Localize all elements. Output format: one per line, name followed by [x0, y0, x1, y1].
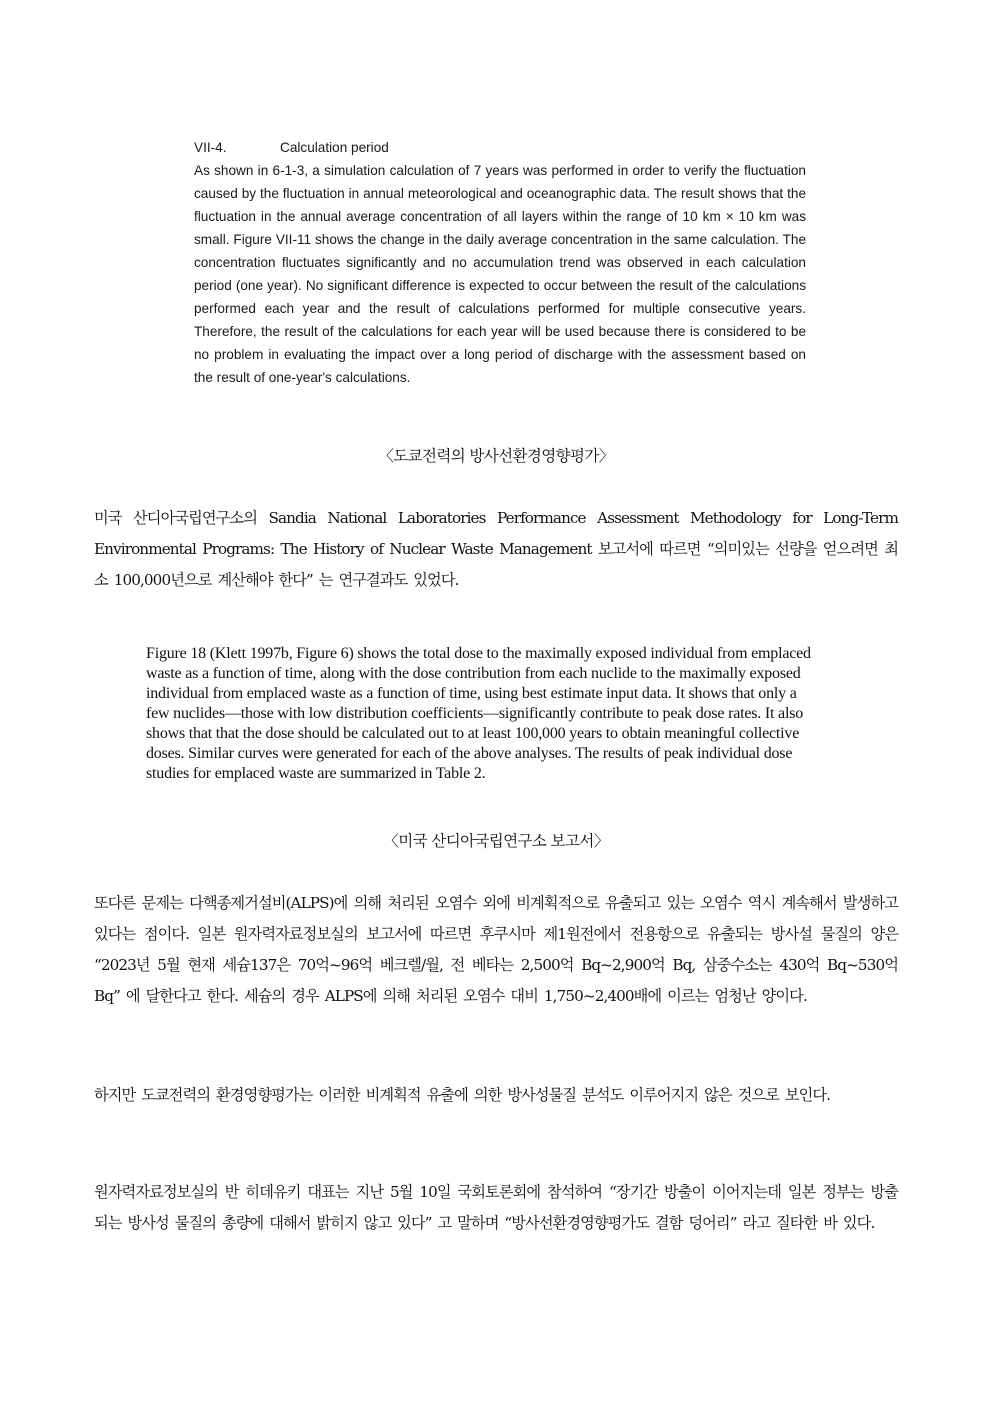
paragraph-assessment: 하지만 도쿄전력의 환경영향평가는 이러한 비계획적 유출에 의한 방사성물질 분석도 이루어지지 않은 것으로 보인다. [94, 1086, 831, 1104]
caption-sandia: 〈미국 산디아국립연구소 보고서〉 [383, 832, 609, 850]
excerpt-heading [194, 136, 806, 159]
paragraph-sandia: 미국 산디아국립연구소의 Sandia National Laboratories Performance Assessment Methodology for Long-Term Environmental Programs: The History of Nuclear Waste Management 보고서에 따르면 “의미있는 선량을 얻으려면 최소 100,000년으로 계산해야 한다” 는 연구결과도 있었다. [94, 509, 898, 589]
sandia-report-excerpt: Figure 18 (Klett 1997b, Figure 6) shows the total dose to the maximally exposed individual from emplaced waste as a function of time, along with the dose contribution from each nuclide to the maximally exposed individual from emplaced waste as a function of time, using best estimate input data. It shows that only a few nuclides—those with low distribution coefficients—significantly contribute to peak dose rates. It also shows that that the dose should be calculated out to at least 100,000 years to obtain meaningful collective doses. Similar curves were generated for each of the above analyses. The results of peak individual dose studies for emplaced waste are summarized in Table 2. [146, 645, 811, 782]
caption-tepco: 〈도쿄전력의 방사선환경영향평가〉 [378, 447, 614, 465]
paragraph-alps: 또다른 문제는 다핵종제거설비(ALPS)에 의해 처리된 오염수 외에 비계획적으로 유출되고 있는 오염수 역시 계속해서 발생하고 있다는 점이다. 일본 원자력자료정보실의 보고서에 따르면 후쿠시마 제1원전에서 전용항으로 유출되는 방사설 물질의 양은 “2023년 5월 현재 세슘137은 70억~96억 베크렐/월, 전 베타는 2,500억 Bq~2,900억 Bq, 삼중수소는 430억 Bq~530억 Bq” 에 달한다고 한다. 세슘의 경우 ALPS에 의해 처리된 오염수 대비 1,750~2,400배에 이르는 엄청난 양이다. [94, 894, 898, 1005]
excerpt-body: As shown in 6-1-3, a simulation calculation of 7 years was performed in order to verify the fluctuation caused by the fluctuation in annual meteorological and oceanographic data. The result shows that the fluctuation in the annual average concentration of all layers within the range of 10 km × 10 km was small. Figure VII-11 shows the change in the daily average concentration in the same calculation. The concentration fluctuates significantly and no accumulation trend was observed in each calculation period (one year). No significant difference is expected to occur between the result of the calculations performed each year and the result of calculations performed for multiple consecutive years. Therefore, the result of the calculations for each year will be used because there is considered to be no problem in evaluating the impact over a long period of discharge with the assessment based on the result of one-year's calculations. [194, 163, 806, 385]
section-title: Calculation period [280, 140, 389, 155]
paragraph-ban: 원자력자료정보실의 반 히데유키 대표는 지난 5월 10일 국회토론회에 참석하여 “장기간 방출이 이어지는데 일본 정부는 방출되는 방사성 물질의 총량에 대해서 밝히지 않고 있다” 고 말하며 “방사선환경영향평가도 결함 덩어리” 라고 질타한 바 있다. [94, 1183, 898, 1232]
tepco-report-excerpt [194, 136, 806, 389]
section-number: VII-4. [194, 140, 227, 155]
